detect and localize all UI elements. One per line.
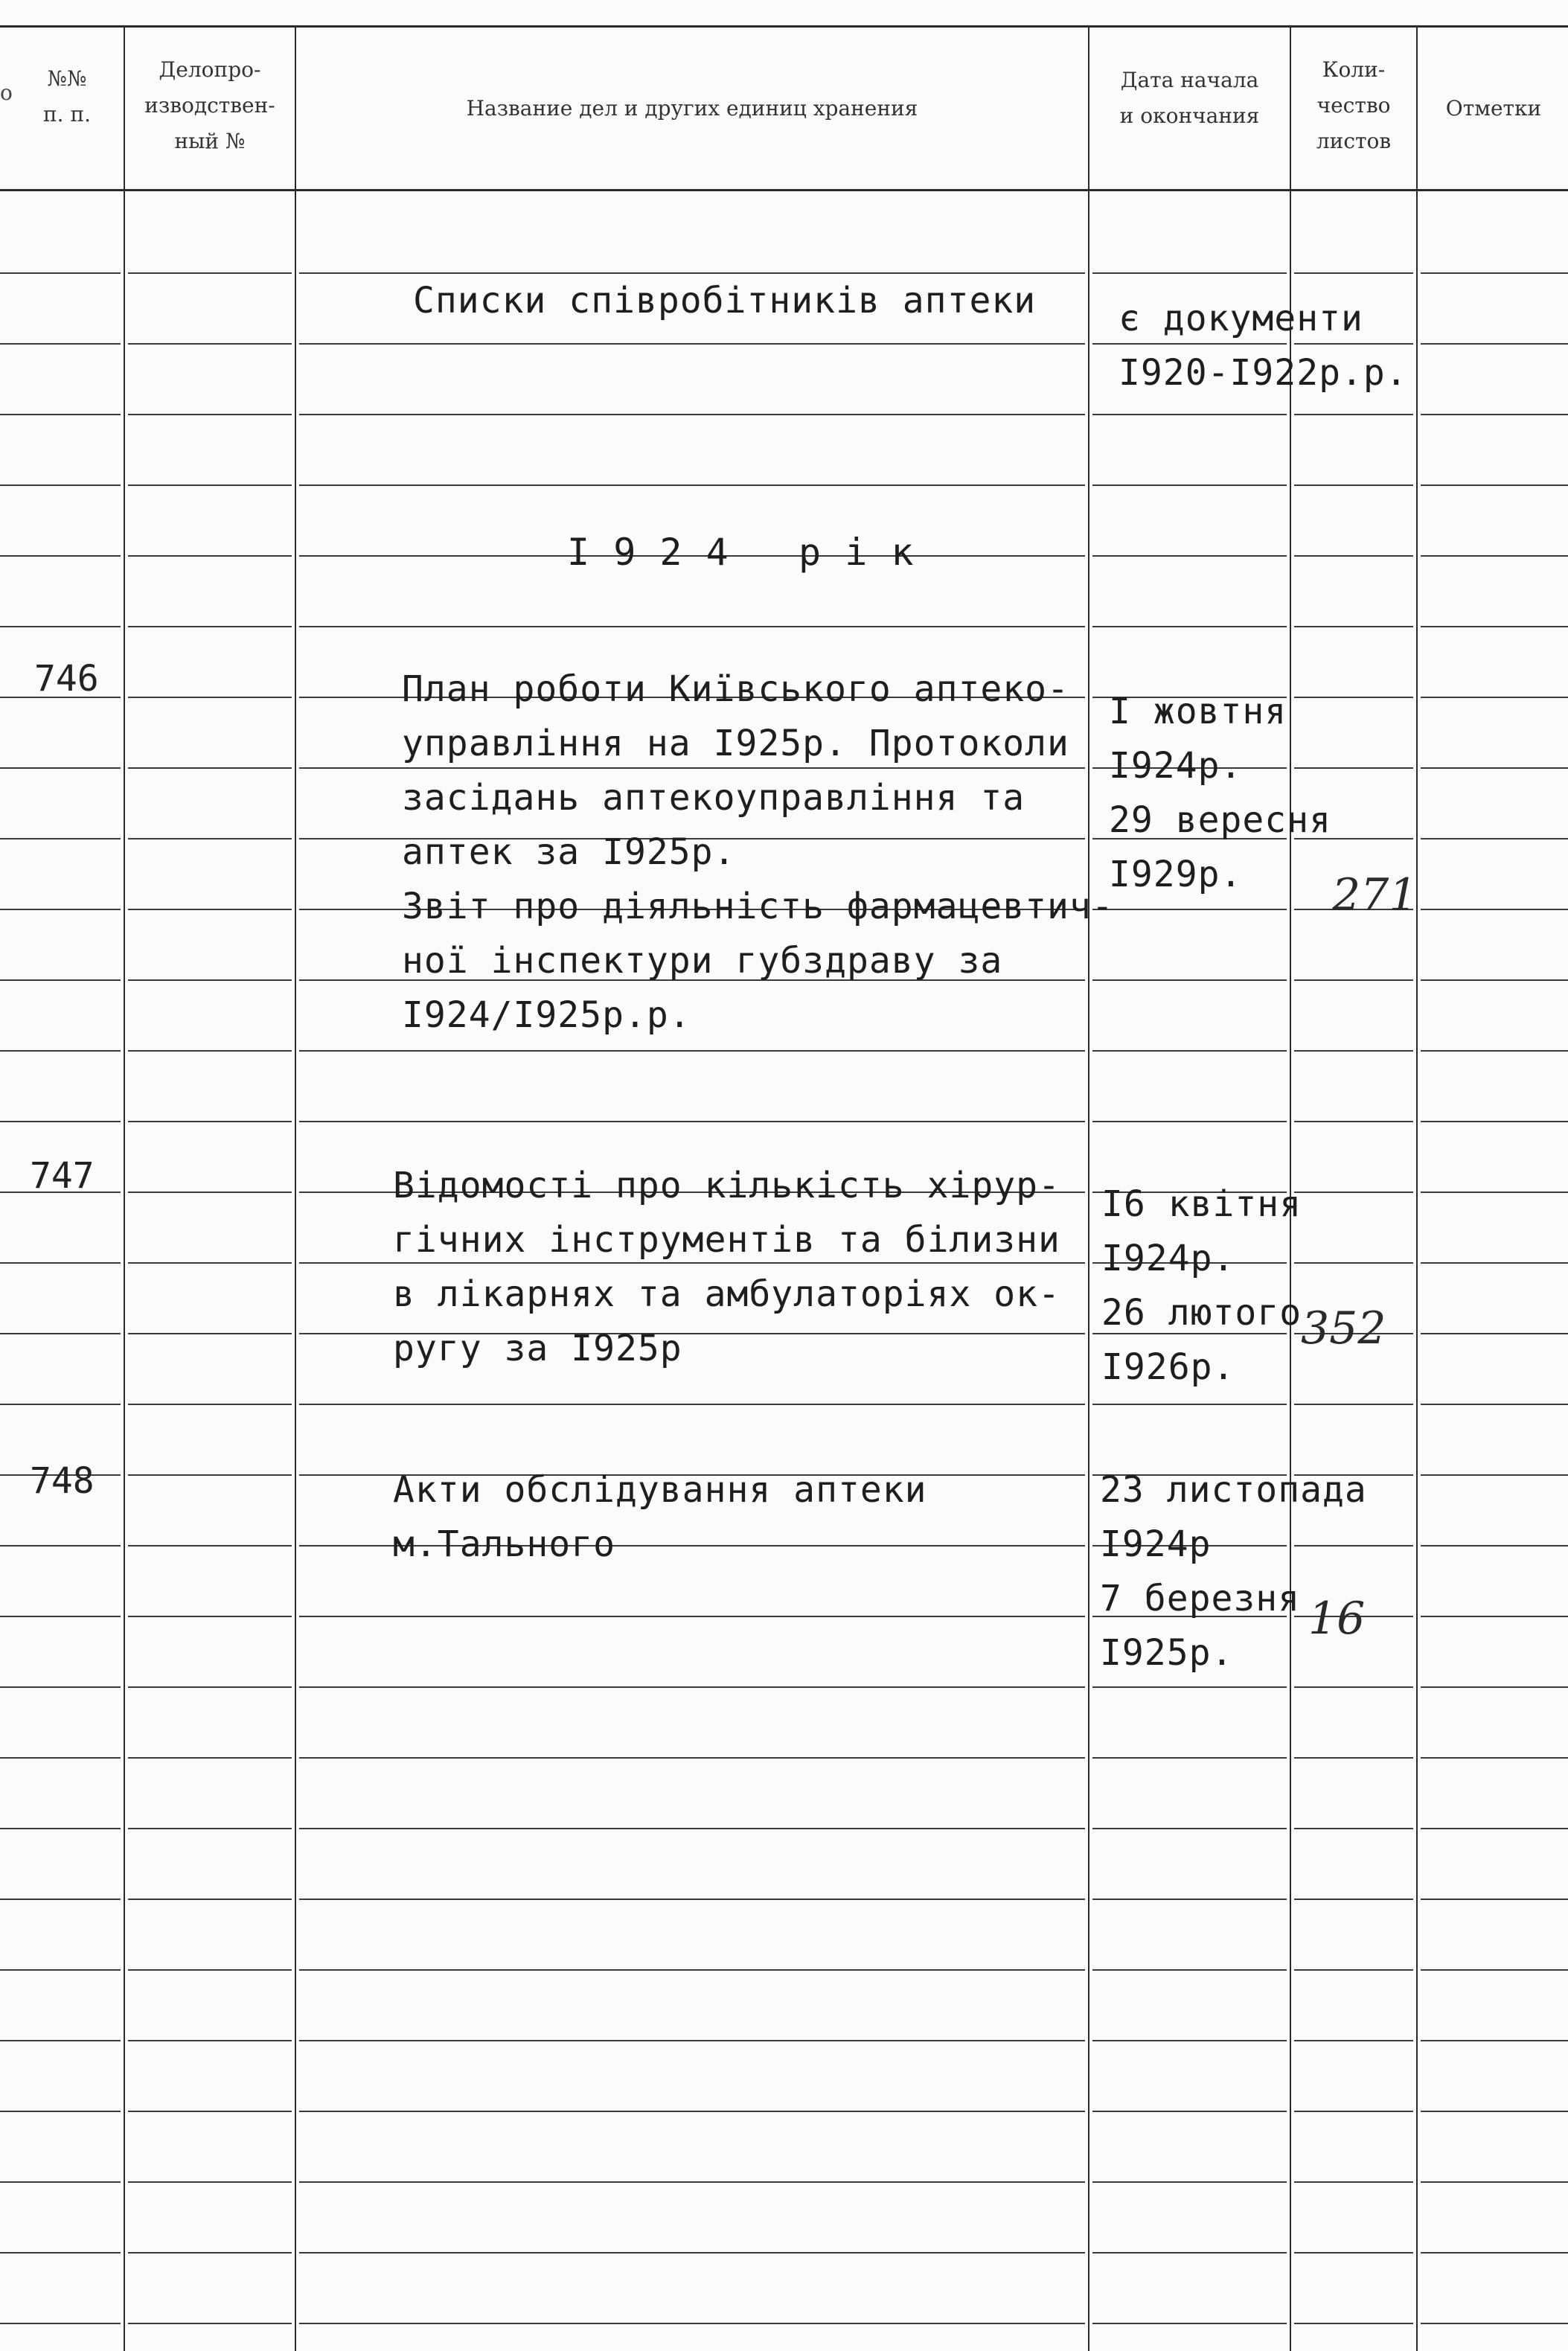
- ruled-line: [0, 414, 121, 415]
- ruled-line: [128, 1192, 292, 1193]
- ruled-line: [128, 1616, 292, 1617]
- ruled-line: [299, 1616, 1085, 1617]
- sheet-count: 271: [1332, 869, 1418, 921]
- ruled-line: [1421, 1545, 1568, 1546]
- ruled-line: [1092, 414, 1287, 415]
- ruled-line: [1294, 1899, 1413, 1900]
- ruled-line: [128, 2252, 292, 2254]
- entry-dates: I жовтня I924р. 29 вересня I929р.: [1109, 691, 1331, 895]
- ruled-line: [1092, 1404, 1287, 1405]
- ruled-line: [1294, 2252, 1413, 2254]
- column-divider: [295, 25, 296, 2351]
- ruled-line: [1421, 1757, 1568, 1759]
- ruled-line: [1092, 272, 1287, 274]
- header-top-border: [0, 25, 1568, 28]
- ruled-line: [299, 1050, 1085, 1052]
- ruled-line: [1294, 1121, 1413, 1122]
- ruled-line: [0, 1050, 121, 1052]
- ruled-line: [1421, 2181, 1568, 2183]
- ruled-line: [1092, 1899, 1287, 1900]
- ruled-line: [0, 838, 121, 839]
- ruled-line: [0, 1121, 121, 1122]
- ruled-line: [1092, 626, 1287, 627]
- ruled-line: [1421, 1050, 1568, 1052]
- ruled-line: [1294, 484, 1413, 486]
- column-divider: [1088, 25, 1089, 2351]
- column-divider: [124, 25, 125, 2351]
- ruled-line: [0, 1899, 121, 1900]
- ruled-line: [299, 1686, 1085, 1688]
- ruled-line: [0, 1828, 121, 1829]
- ruled-line: [0, 2181, 121, 2183]
- ruled-line: [1421, 909, 1568, 910]
- header-title: Название дел и других единиц хранения: [466, 96, 918, 121]
- year-heading: I 9 2 4 р і к: [567, 531, 915, 574]
- ruled-line: [1294, 272, 1413, 274]
- ruled-line: [1421, 1616, 1568, 1617]
- ruled-line: [1092, 1050, 1287, 1052]
- ruled-line: [1421, 484, 1568, 486]
- ruled-line: [1421, 1262, 1568, 1264]
- ruled-line: [299, 2252, 1085, 2254]
- ruled-line: [128, 838, 292, 839]
- ruled-line: [1294, 979, 1413, 981]
- ruled-line: [1294, 1828, 1413, 1829]
- ruled-line: [1294, 2323, 1413, 2324]
- ruled-line: [0, 1969, 121, 1971]
- column-divider: [1416, 25, 1418, 2351]
- ruled-line: [299, 2181, 1085, 2183]
- entry-dates: 23 листопада I924р 7 березня I925р.: [1100, 1469, 1367, 1674]
- ruled-line: [1421, 1969, 1568, 1971]
- ruled-line: [128, 697, 292, 698]
- ruled-line: [0, 1757, 121, 1759]
- ruled-line: [299, 1828, 1085, 1829]
- ruled-line: [1421, 1899, 1568, 1900]
- entry-title: План роботи Київського аптеко- управління на I925р. Протоколи засідань аптекоуправління та аптек за I925р. Звіт про діяльність фармацевтич- ної інспектури губздраву за I924/I925р.р.: [402, 668, 1114, 1036]
- ruled-line: [128, 2111, 292, 2112]
- entry-title: Списки співробітників аптеки: [413, 280, 1037, 322]
- ruled-line: [299, 343, 1085, 345]
- ruled-line: [0, 2111, 121, 2112]
- ruled-line: [299, 2323, 1085, 2324]
- sheet-count: 16: [1308, 1593, 1366, 1645]
- ruled-line: [1294, 555, 1413, 557]
- ruled-line: [128, 1545, 292, 1546]
- ruled-line: [0, 1616, 121, 1617]
- ruled-line: [0, 1404, 121, 1405]
- ruled-line: [1092, 555, 1287, 557]
- ruled-line: [128, 1686, 292, 1688]
- ruled-line: [299, 1121, 1085, 1122]
- entry-title: Акти обслідування аптеки м.Тального: [393, 1469, 927, 1565]
- ruled-line: [1421, 1192, 1568, 1193]
- ruled-line: [1421, 414, 1568, 415]
- ruled-line: [1092, 2040, 1287, 2041]
- ruled-line: [0, 2252, 121, 2254]
- ruled-line: [299, 414, 1085, 415]
- ruled-line: [1092, 2252, 1287, 2254]
- ruled-line: [128, 1474, 292, 1476]
- ruled-line: [1421, 2040, 1568, 2041]
- ruled-line: [128, 626, 292, 627]
- ruled-line: [128, 1828, 292, 1829]
- ruled-line: [0, 484, 121, 486]
- ruled-line: [1421, 626, 1568, 627]
- ruled-line: [1421, 1404, 1568, 1405]
- ruled-line: [1092, 979, 1287, 981]
- ruled-line: [128, 767, 292, 769]
- ruled-line: [1092, 484, 1287, 486]
- ruled-line: [1421, 2111, 1568, 2112]
- entry-number: 748: [30, 1460, 95, 1502]
- ruled-line: [1294, 1404, 1413, 1405]
- ruled-line: [1421, 838, 1568, 839]
- sheet-count: 352: [1301, 1302, 1386, 1354]
- ruled-line: [299, 626, 1085, 627]
- ruled-line: [1092, 1757, 1287, 1759]
- ruled-line: [128, 1050, 292, 1052]
- ruled-line: [128, 414, 292, 415]
- ruled-line: [128, 1262, 292, 1264]
- ruled-line: [1421, 2323, 1568, 2324]
- ruled-line: [1294, 1262, 1413, 1264]
- ruled-line: [1421, 1121, 1568, 1122]
- ruled-line: [128, 555, 292, 557]
- entry-title: Відомості про кількість хірур- гічних інструментів та білизни в лікарнях та амбулаторіях ок- ругу за I925р: [393, 1165, 1060, 1369]
- ruled-line: [1421, 1474, 1568, 1476]
- ruled-line: [1092, 1828, 1287, 1829]
- entry-dates: I6 квітня I924р. 26 лютого I926р.: [1101, 1183, 1302, 1388]
- ruled-line: [128, 272, 292, 274]
- ruled-line: [1294, 2040, 1413, 2041]
- ruled-line: [1294, 2111, 1413, 2112]
- ruled-line: [0, 1545, 121, 1546]
- ruled-line: [128, 343, 292, 345]
- ruled-line: [0, 626, 121, 627]
- entry-number: 746: [34, 658, 99, 700]
- entry-dates: є документи I920-I922р.р.: [1119, 298, 1408, 394]
- ruled-line: [1092, 1969, 1287, 1971]
- header-sheets: Коли- чество листов: [1316, 57, 1392, 153]
- ruled-line: [1294, 1757, 1413, 1759]
- ruled-line: [1294, 1192, 1413, 1193]
- ruled-line: [128, 979, 292, 981]
- margin-mark: о: [0, 80, 13, 105]
- ruled-line: [0, 1333, 121, 1334]
- ruled-line: [299, 1404, 1085, 1405]
- ruled-line: [1092, 2181, 1287, 2183]
- ruled-line: [1421, 272, 1568, 274]
- ruled-line: [1294, 626, 1413, 627]
- ruled-line: [128, 1121, 292, 1122]
- ruled-line: [1294, 1686, 1413, 1688]
- ruled-line: [0, 767, 121, 769]
- ruled-line: [299, 1757, 1085, 1759]
- ruled-line: [1092, 909, 1287, 910]
- ruled-line: [1421, 1333, 1568, 1334]
- ruled-line: [1294, 414, 1413, 415]
- ruled-line: [1092, 2111, 1287, 2112]
- ruled-line: [1421, 2252, 1568, 2254]
- ruled-line: [1421, 1828, 1568, 1829]
- header-notes: Отметки: [1445, 96, 1542, 121]
- ruled-line: [299, 2040, 1085, 2041]
- ruled-line: [0, 909, 121, 910]
- ruled-line: [0, 2323, 121, 2324]
- ruled-line: [0, 979, 121, 981]
- ruled-line: [1294, 2181, 1413, 2183]
- ruled-line: [1421, 767, 1568, 769]
- ruled-line: [128, 2181, 292, 2183]
- ruled-line: [299, 1899, 1085, 1900]
- ruled-line: [1421, 1686, 1568, 1688]
- header-bottom-border: [0, 189, 1568, 191]
- entry-number: 747: [30, 1155, 95, 1197]
- ruled-line: [299, 1969, 1085, 1971]
- ruled-line: [0, 272, 121, 274]
- ruled-line: [1421, 697, 1568, 698]
- ruled-line: [299, 2111, 1085, 2112]
- ruled-line: [1092, 1121, 1287, 1122]
- ruled-line: [1092, 2323, 1287, 2324]
- ruled-line: [128, 2040, 292, 2041]
- ruled-line: [299, 484, 1085, 486]
- ruled-line: [0, 343, 121, 345]
- ruled-line: [128, 1404, 292, 1405]
- ruled-line: [1421, 343, 1568, 345]
- header-number: №№ п. п.: [42, 66, 92, 127]
- ruled-line: [128, 1333, 292, 1334]
- ruled-line: [1421, 979, 1568, 981]
- ruled-line: [128, 2323, 292, 2324]
- ruled-line: [1294, 1969, 1413, 1971]
- ruled-line: [0, 555, 121, 557]
- ruled-line: [128, 1899, 292, 1900]
- header-office-number: Делопро- изводствен- ный №: [144, 57, 275, 153]
- ruled-line: [1092, 1686, 1287, 1688]
- ruled-line: [128, 1757, 292, 1759]
- ruled-line: [1421, 555, 1568, 557]
- ruled-line: [0, 1262, 121, 1264]
- ruled-line: [128, 1969, 292, 1971]
- header-dates: Дата начала и окончания: [1119, 68, 1260, 128]
- ruled-line: [0, 1686, 121, 1688]
- ruled-line: [1294, 1050, 1413, 1052]
- ruled-line: [128, 909, 292, 910]
- ruled-line: [0, 2040, 121, 2041]
- ruled-line: [128, 484, 292, 486]
